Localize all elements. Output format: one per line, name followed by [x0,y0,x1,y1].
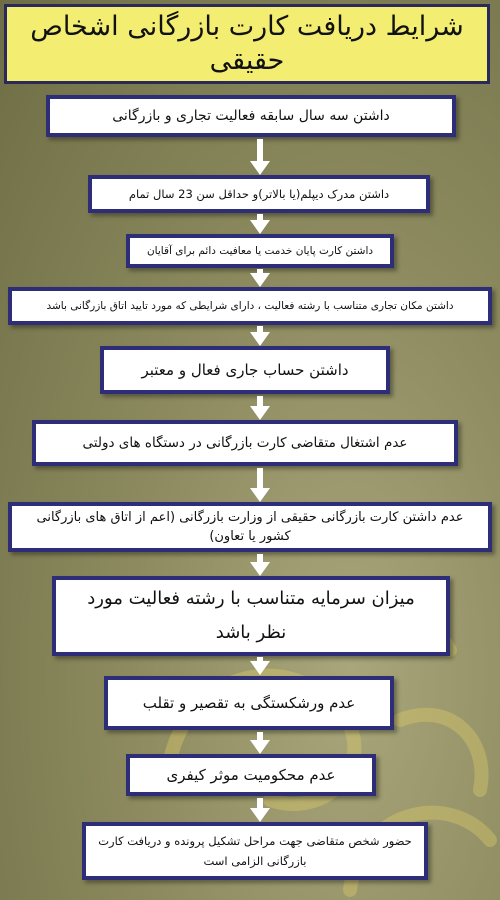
step-7-label: عدم داشتن کارت بازرگانی حقیقی از وزارت بازرگانی (اعم از اتاق های بازرگانی کشور یا تعاون) [36,510,464,544]
step-6-box [32,420,458,466]
step-9-box [104,676,394,730]
step-11-label: حضور شخص متقاضی جهت مراحل تشکیل پرونده و دریافت کارت بازرگانی الزامی است [98,834,412,868]
arrow-10 [250,798,270,822]
step-5-box [100,346,390,394]
arrow-2 [250,214,270,234]
step-11-box [82,822,428,880]
arrow-7 [250,554,270,576]
arrow-6 [250,468,270,502]
step-4-label: داشتن مکان تجاری متناسب با رشته فعالیت ، دارای شرایطی که مورد تایید اتاق بازرگانی باشد [46,299,454,312]
page-title: شرایط دریافت کارت بازرگانی اشخاص حقیقی [4,4,490,84]
step-7-box [8,502,492,552]
step-3-box [126,234,394,268]
step-8-label: میزان سرمایه متناسب با رشته فعالیت مورد نظر باشد [87,588,415,643]
step-8-box [52,576,450,656]
step-9-label: عدم ورشکستگی به تقصیر و تقلب [142,694,356,712]
arrow-8 [250,657,270,675]
arrow-9 [250,732,270,754]
step-3-label: داشتن کارت پایان خدمت یا معافیت دائم برای آقایان [146,244,374,257]
step-10-box [126,754,376,796]
step-2-label: داشتن مدرک دیپلم(یا بالاتر)و حداقل سن 23 سال تمام [128,187,390,201]
arrow-4 [250,326,270,346]
step-5-label: داشتن حساب جاری فعال و معتبر [141,361,349,379]
step-6-label: عدم اشتغال متقاضی کارت بازرگانی در دستگاه های دولتی [82,435,408,451]
step-1-label: داشتن سه سال سابقه فعالیت تجاری و بازرگانی [112,108,390,124]
arrow-1 [250,139,270,175]
step-4-box [8,287,492,325]
arrow-3 [250,269,270,287]
step-1-box [46,95,456,137]
step-10-label: عدم محکومیت موثر کیفری [166,766,336,784]
step-2-box [88,175,430,213]
arrow-5 [250,396,270,420]
